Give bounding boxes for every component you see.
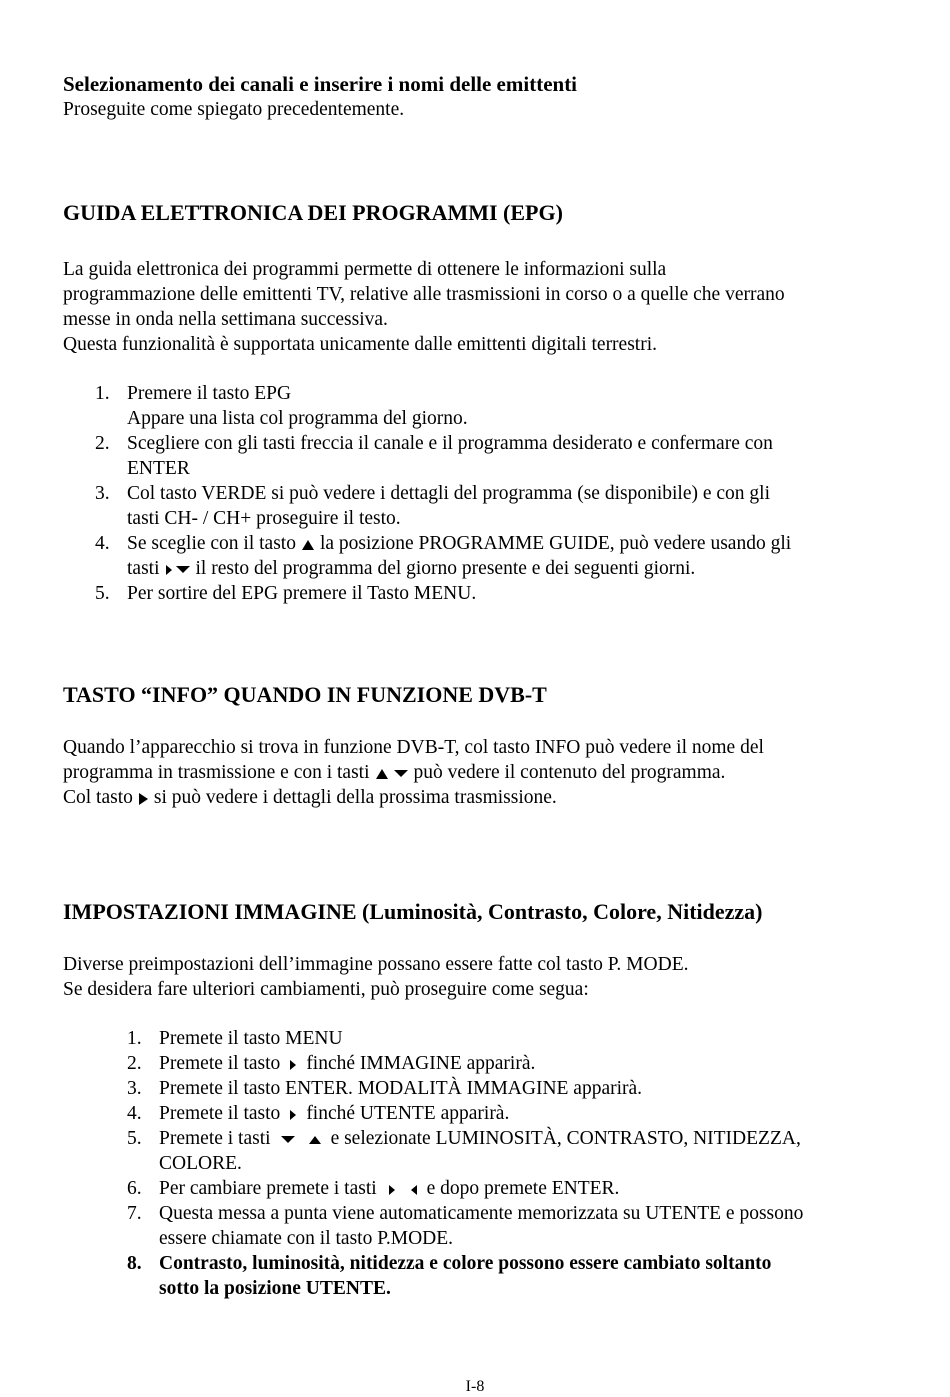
arrow-right-icon	[290, 1110, 296, 1120]
info-text: si può vedere i dettagli della prossima trasmissione.	[153, 787, 557, 808]
info-text: può vedere il contenuto del programma.	[413, 762, 726, 783]
list-text-line	[127, 531, 897, 556]
section-channels-text: Proseguite come spiegato precedentemente.	[63, 99, 405, 120]
list-text: Contrasto, luminosità, nitidezza e colore possono essere cambiato soltanto	[159, 1253, 772, 1274]
list-text: la posizione PROGRAMME GUIDE, può vedere usando gli	[319, 533, 792, 554]
arrow-down-icon	[176, 566, 190, 573]
info-line1: Quando l’apparecchio si trova in funzione DVB-T, col tasto INFO può vedere il nome del	[63, 737, 764, 758]
epg-steps-list	[95, 381, 897, 606]
section-image-settings	[63, 899, 893, 925]
section-epg-title: GUIDA ELETTRONICA DEI PROGRAMMI (EPG)	[63, 200, 563, 225]
image-line1: Diverse preimpostazioni dell’immagine possano essere fatte col tasto P. MODE.	[63, 954, 689, 975]
list-item	[127, 1251, 899, 1301]
list-text: ENTER	[127, 458, 190, 479]
page-number: I-8	[465, 1378, 485, 1395]
list-number: 3.	[95, 483, 110, 504]
list-text-line	[127, 556, 897, 581]
list-number: 2.	[95, 433, 110, 454]
list-item	[95, 531, 897, 581]
list-number: 6.	[127, 1178, 142, 1199]
arrow-down-icon	[394, 770, 408, 777]
list-item	[127, 1201, 899, 1251]
arrow-right-icon	[290, 1060, 296, 1070]
image-steps-list	[127, 1026, 899, 1301]
info-description	[63, 735, 893, 810]
arrow-left-icon	[411, 1185, 417, 1195]
section-channels-title: Selezionamento dei canali e inserire i nomi delle emittenti	[63, 72, 578, 96]
list-text: Col tasto VERDE si può vedere i dettagli del programma (se disponibile) e con gli	[127, 483, 771, 504]
list-number: 1.	[95, 383, 110, 404]
arrow-down-icon	[281, 1136, 295, 1143]
list-item	[127, 1126, 899, 1176]
list-text: Per sortire del EPG premere il Tasto MENU.	[127, 583, 477, 604]
list-number: 5.	[95, 583, 110, 604]
list-number: 3.	[127, 1078, 142, 1099]
list-text: Questa messa a punta viene automaticamente memorizzata su UTENTE e possono	[159, 1203, 804, 1224]
arrow-right-icon	[139, 793, 148, 805]
list-text: Premere il tasto EPG	[127, 383, 292, 404]
section-channels	[63, 71, 893, 122]
epg-description	[63, 257, 893, 357]
section-info	[63, 682, 893, 708]
arrow-right-icon	[389, 1185, 395, 1195]
image-line2: Se desidera fare ulteriori cambiamenti, può proseguire come segua:	[63, 979, 589, 1000]
arrow-up-icon	[376, 769, 388, 779]
list-item	[127, 1176, 899, 1201]
section-image-title: IMPOSTAZIONI IMMAGINE (Luminosità, Contrasto, Colore, Nitidezza)	[63, 899, 763, 924]
list-text: COLORE.	[159, 1153, 242, 1174]
epg-para1-line3: messe in onda nella settimana successiva.	[63, 309, 388, 330]
list-number: 1.	[127, 1028, 142, 1049]
list-number: 2.	[127, 1053, 142, 1074]
arrow-up-icon	[309, 1136, 321, 1144]
list-number: 7.	[127, 1203, 142, 1224]
image-description	[63, 952, 893, 1002]
list-item	[95, 481, 897, 531]
epg-para1-line1: La guida elettronica dei programmi permette di ottenere le informazioni sulla	[63, 259, 667, 280]
list-text: finché IMMAGINE apparirà.	[306, 1053, 536, 1074]
list-text-line	[159, 1101, 899, 1126]
list-number: 4.	[95, 533, 110, 554]
list-text: il resto del programma del giorno presente e dei seguenti giorni.	[195, 558, 696, 579]
info-line2	[63, 760, 893, 785]
epg-para1-line2: programmazione delle emittenti TV, relative alle trasmissioni in corso o a quelle che verrano	[63, 284, 785, 305]
list-text: e dopo premete ENTER.	[426, 1178, 620, 1199]
list-text-line	[159, 1176, 899, 1201]
section-epg	[63, 200, 893, 226]
list-text: sotto la posizione UTENTE.	[159, 1278, 391, 1299]
info-line3	[63, 785, 893, 810]
list-text: Premete il tasto	[159, 1053, 281, 1074]
list-item	[127, 1076, 899, 1101]
info-text: Col tasto	[63, 787, 133, 808]
list-text: e selezionate LUMINOSITÀ, CONTRASTO, NITIDEZZA,	[330, 1128, 801, 1149]
list-item	[95, 431, 897, 481]
list-text: essere chiamate con il tasto P.MODE.	[159, 1228, 454, 1249]
list-number: 8.	[127, 1253, 142, 1274]
list-text-line	[159, 1051, 899, 1076]
list-text: finché UTENTE apparirà.	[306, 1103, 510, 1124]
list-text: Scegliere con gli tasti freccia il canale e il programma desiderato e confermare con	[127, 433, 773, 454]
list-number: 5.	[127, 1128, 142, 1149]
list-text: Appare una lista col programma del giorno.	[127, 408, 468, 429]
list-text: Premete il tasto MENU	[159, 1028, 343, 1049]
list-item	[127, 1026, 899, 1051]
list-item	[127, 1101, 899, 1126]
list-text: Premete i tasti	[159, 1128, 271, 1149]
list-item	[95, 381, 897, 431]
epg-para2: Questa funzionalità è supportata unicamente dalle emittenti digitali terrestri.	[63, 334, 657, 355]
list-item	[127, 1051, 899, 1076]
list-text-line	[159, 1126, 899, 1151]
info-text: programma in trasmissione e con i tasti	[63, 762, 370, 783]
list-text: Premete il tasto	[159, 1103, 281, 1124]
list-number: 4.	[127, 1103, 142, 1124]
list-text: Per cambiare premete i tasti	[159, 1178, 377, 1199]
list-text: tasti	[127, 558, 160, 579]
section-info-title: TASTO “INFO” QUANDO IN FUNZIONE DVB-T	[63, 682, 547, 707]
arrow-right-icon	[166, 565, 172, 575]
list-text: Se sceglie con il tasto	[127, 533, 296, 554]
list-text: tasti CH- / CH+ proseguire il testo.	[127, 508, 401, 529]
list-item	[95, 581, 897, 606]
list-text: Premete il tasto ENTER. MODALITÀ IMMAGINE apparirà.	[159, 1078, 643, 1099]
arrow-up-icon	[302, 540, 314, 550]
